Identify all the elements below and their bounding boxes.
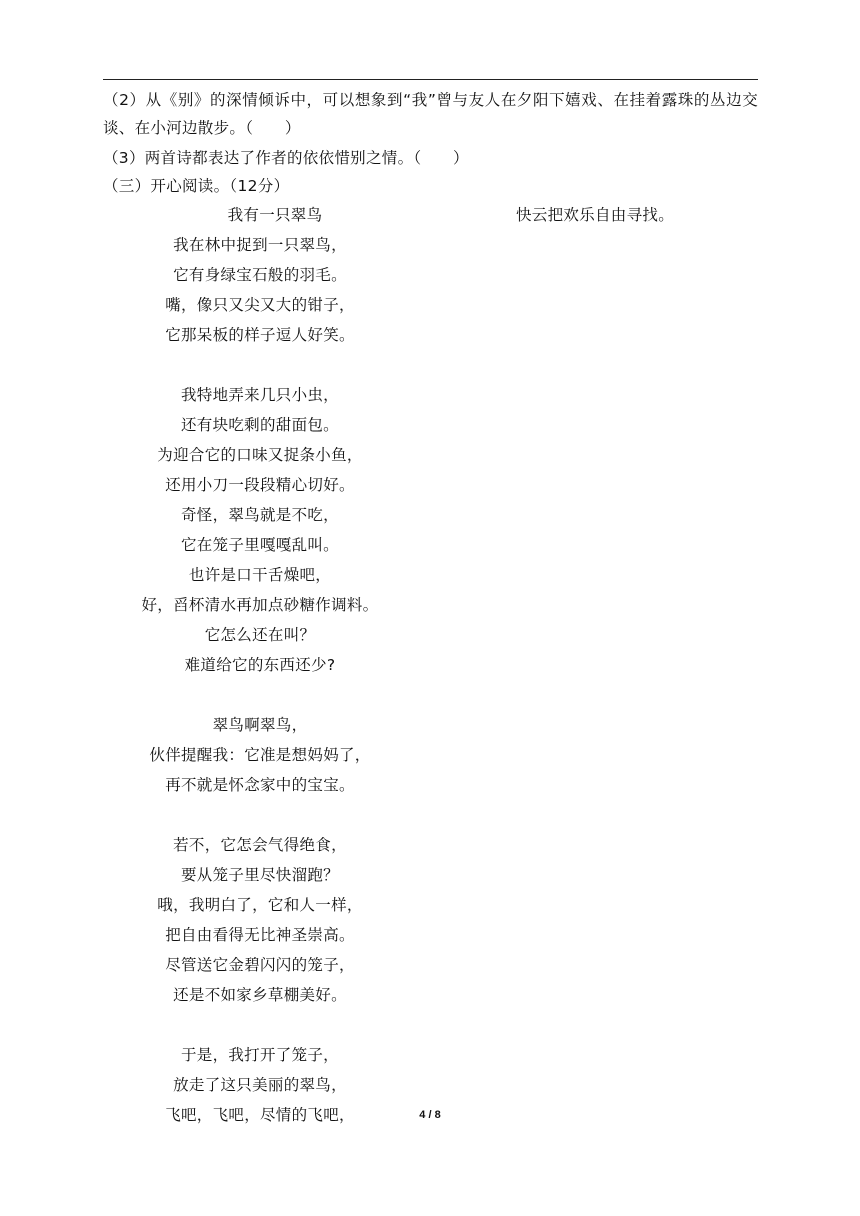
poem-line: 奇怪，翠鸟就是不吃，: [180, 506, 339, 524]
poem-line: 它在笼子里嘎嘎乱叫。: [180, 536, 339, 554]
poem-line: 还是不如家乡草棚美好。: [173, 986, 347, 1004]
page-number: 4 / 8: [419, 1109, 441, 1121]
poem-line: 放走了这只美丽的翠鸟，: [173, 1076, 347, 1094]
poem-line: 还有块吃剩的甜面包。: [180, 416, 339, 434]
poem-line: 也许是口干舌燥吧，: [188, 566, 332, 584]
poem-line: 翠鸟啊翠鸟，: [212, 716, 308, 734]
poem-line: 再不就是怀念家中的宝宝。: [165, 776, 355, 794]
poem-line: 难道给它的东西还少?: [184, 656, 336, 674]
poem-line: 它那呆板的样子逗人好笑。: [165, 326, 355, 344]
header-rule: [103, 79, 758, 80]
poem-line: 于是，我打开了笼子，: [180, 1046, 339, 1064]
poem-line: 嘴，像只又尖又大的钳子，: [165, 296, 355, 314]
poem-line: 飞吧，飞吧，尽情的飞吧，: [165, 1106, 355, 1124]
poem-title: 我有一只翠鸟: [227, 206, 323, 224]
poem-line: 哦，我明白了，它和人一样，: [157, 896, 363, 914]
poem-line: 我在林中捉到一只翠鸟，: [173, 236, 347, 254]
poem-line: 好，舀杯清水再加点砂糖作调料。: [141, 596, 379, 614]
poem-line: 尽管送它金碧闪闪的笼子，: [165, 956, 355, 974]
poem-line: 为迎合它的口味又捉条小鱼，: [157, 446, 363, 464]
poem-line: 把自由看得无比神圣崇高。: [165, 926, 355, 944]
poem-line: 若不，它怎会气得绝食，: [173, 836, 347, 854]
poem-line: 伙伴提醒我：它准是想妈妈了，: [149, 746, 371, 764]
poem-line: 还用小刀一段段精心切好。: [165, 476, 355, 494]
poem-right-column-line: 快云把欢乐自由寻找。: [516, 206, 675, 224]
poem-line: 要从笼子里尽快溜跑？: [180, 866, 339, 884]
question-3: （3）两首诗都表达了作者的依依惜别之情。（ ）: [103, 149, 469, 167]
poem-line: 它有身绿宝石般的羽毛。: [173, 266, 347, 284]
poem-line: 我特地弄来几只小虫，: [180, 386, 339, 404]
question-2: （2）从《别》的深情倾诉中，可以想象到“我”曾与友人在夕阳下嬉戏、在挂着露珠的丛边交谈、在小河边散步。（ ）: [103, 91, 758, 137]
poem-line: 它怎么还在叫？: [204, 626, 316, 644]
section-3-heading: （三）开心阅读。（12分）: [103, 177, 290, 195]
